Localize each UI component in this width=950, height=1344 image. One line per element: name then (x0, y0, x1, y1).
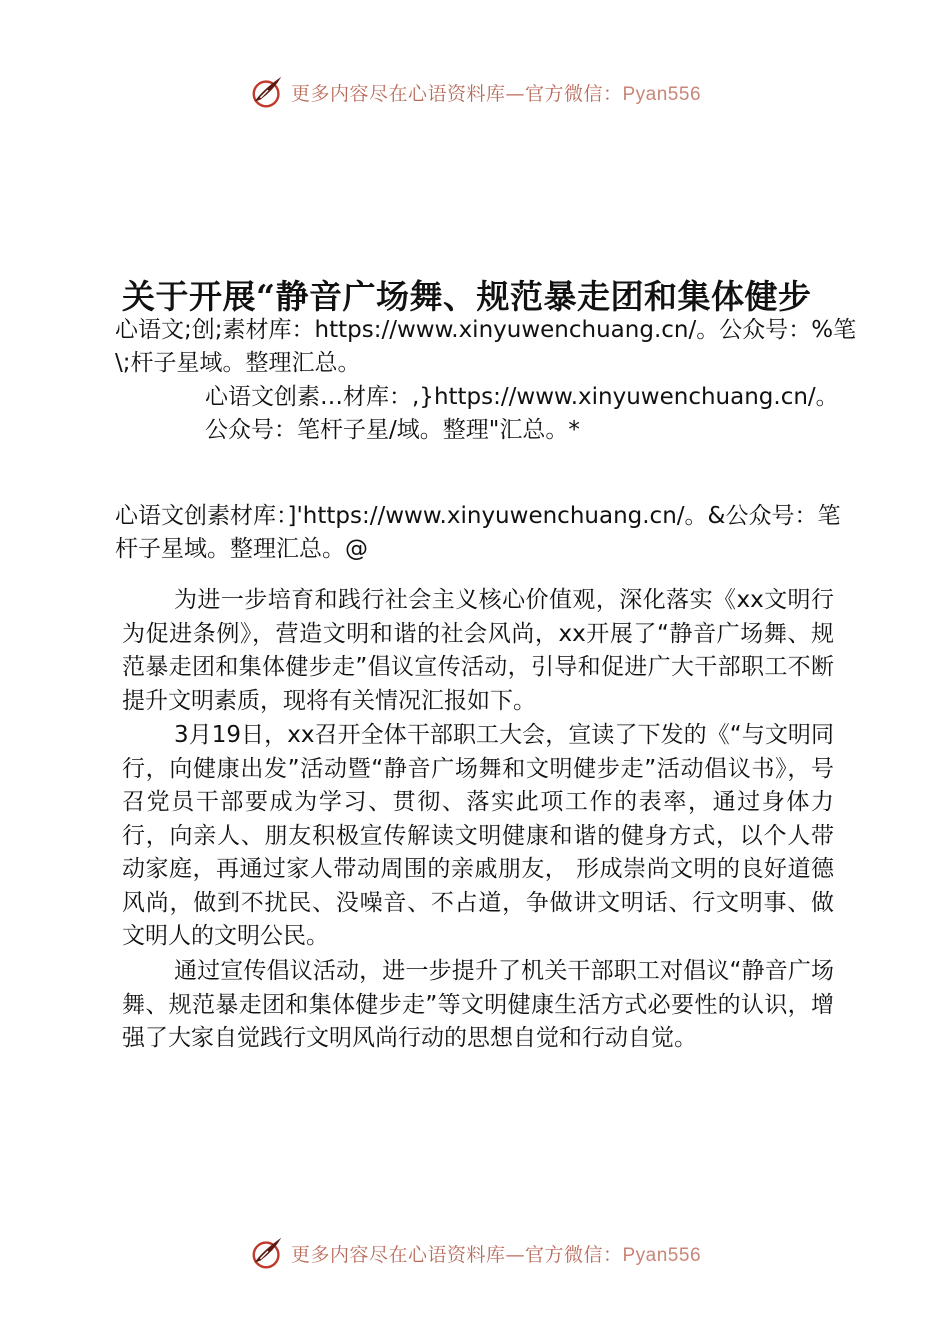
header-brand (0, 72, 950, 112)
document-title: 关于开展“静音广场舞、规范暴走团和集体健步 (122, 277, 812, 316)
body-paragraph-1: 为进一步培育和践行社会主义核心价值观，深化落实《xx文明行为促进条例》，营造文明和谐的社会风尚，xx开展了“静音广场舞、规范暴走团和集体健步走”倡议宣传活动，引导和促进广大干部职工不断提升文明素质，现将有关情况汇报如下。 (122, 587, 834, 714)
brand-logo-icon (249, 1234, 287, 1272)
header-wechat-id: Pyan556 (622, 83, 702, 105)
watermark-line-1: 心语文;创;素材库：https://www.xinyuwenchuang.cn/。公众号：%笔\;杆子星域。整理汇总。 (115, 317, 857, 376)
footer-brand-text: 更多内容尽在心语资料库—官方微信：Pyan556 (290, 1243, 702, 1266)
footer-brand (0, 1233, 950, 1273)
body-paragraph-2: 3月19日，xx召开全体干部职工大会，宣读了下发的《“与文明同行，向健康出发”活动暨“静音广场舞和文明健步走”活动倡议书》，号召党员干部要成为学习、贯彻、落实此项工作的表率，通过身体力行，向亲人、朋友积极宣传解读文明健康和谐的健身方式，以个人带动家庭，再通过家人带动周围的亲戚朋友， 形成崇尚文明的良好道德风尚，做到不扰民、没噪音、不占道，争做讲文明话、行文明事、做文明人的文明公民。 (122, 722, 834, 949)
brand-logo-icon (249, 73, 287, 111)
header-brand-text: 更多内容尽在心语资料库—官方微信：Pyan556 (290, 82, 702, 105)
body-paragraph-3: 通过宣传倡议活动，进一步提升了机关干部职工对倡议“静音广场舞、规范暴走团和集体健步走”等文明健康生活方式必要性的认识，增强了大家自觉践行文明风尚行动的思想自觉和行动自觉。 (122, 958, 834, 1051)
watermark-line-3: 心语文创素材库：]'https://www.xinyuwenchuang.cn/。&公众号：笔杆子星域。整理汇总。@ (115, 503, 841, 562)
footer-wechat-id: Pyan556 (622, 1244, 702, 1266)
watermark-line-2: 心语文创素…材库：,}https://www.xinyuwenchuang.cn/。公众号：笔杆子星/域。整理"汇总。* (205, 384, 839, 443)
